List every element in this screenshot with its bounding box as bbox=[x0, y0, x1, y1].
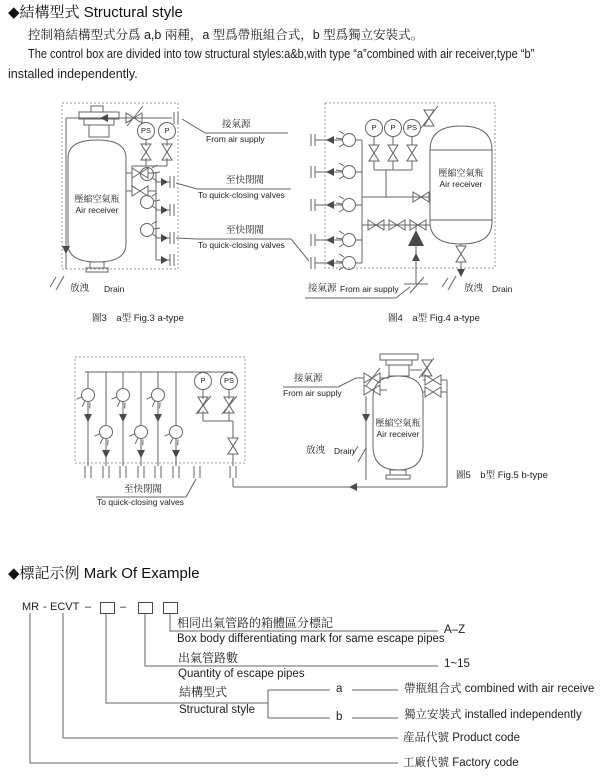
fig5-caption: 圖5 b型 Fig.5 b-type bbox=[456, 470, 548, 481]
fig4-gauge-p2-label: P bbox=[390, 123, 396, 132]
section1-paragraph-en-line1: The control box are divided into tow structural styles:a&b,with type “a”combined with air receiver,type “b” bbox=[28, 47, 535, 61]
fig3-gauge-p-label: P bbox=[164, 126, 170, 135]
fig3-caption: 圖3 a型 Fig.3 a-type bbox=[92, 313, 184, 324]
mark-row3-en: Structural style bbox=[179, 704, 256, 716]
fig3-gauge-ps-label: PS bbox=[140, 126, 152, 135]
mark-title: ◆標記示例 Mark Of Example bbox=[8, 565, 200, 582]
mark-code-dash3: – bbox=[120, 601, 127, 613]
fig4-gauge-p1-label: P bbox=[371, 123, 377, 132]
fig3-drain-label-en: Drain bbox=[104, 284, 125, 294]
mark-row3-option-a-desc: 帶瓶組合式 combined with air receive bbox=[404, 683, 595, 695]
fig5-qcv-label-zh: 至快閉閥 bbox=[124, 484, 163, 495]
fig4-diagram bbox=[305, 103, 495, 298]
mark-row5-factory-code: 工廠代號 Factory code bbox=[403, 757, 519, 769]
mark-row2-en: Quantity of escape pipes bbox=[178, 668, 305, 680]
fig5-tank-label-zh: 壓縮空氣瓶 bbox=[375, 418, 421, 428]
mark-code-mr: MR bbox=[22, 601, 40, 613]
mark-row1-en: Box body differentiating mark for same escape pipes bbox=[177, 633, 445, 645]
mark-row1-zh: 相同出氣管路的箱體區分標記 bbox=[177, 616, 334, 630]
fig3-tank-label-zh: 壓縮空氣瓶 bbox=[74, 194, 120, 204]
fig5-drain-label-zh: 放洩 bbox=[306, 445, 326, 456]
mark-row3-zh: 結構型式 bbox=[179, 685, 228, 699]
fig5-gauge-ps-label: PS bbox=[223, 376, 235, 385]
fig5-drain-label-en: Drain bbox=[334, 446, 355, 456]
mark-code-dash2: – bbox=[85, 601, 92, 613]
fig4-gauge-ps-label: PS bbox=[406, 123, 418, 132]
mark-row1-value: A–Z bbox=[444, 624, 466, 636]
fig5-air-supply-zh: 接氣源 bbox=[294, 373, 323, 384]
qcv1-label-zh: 至快閉閥 bbox=[226, 175, 265, 186]
fig5-qcv-label-en: To quick-closing valves bbox=[97, 497, 184, 507]
fig4-tank-label-zh: 壓縮空氣瓶 bbox=[438, 168, 484, 178]
mark-row4-product-code: 産品代號 Product code bbox=[403, 732, 520, 744]
mark-row3-option-b: b bbox=[336, 711, 343, 723]
fig4-air-supply-en: From air supply bbox=[340, 284, 399, 294]
qcv2-label-en: To quick-closing valves bbox=[198, 240, 285, 250]
mark-row2-zh: 出氣管路數 bbox=[178, 651, 239, 665]
mark-row3-option-a: a bbox=[336, 683, 343, 695]
mark-code-dash1: - bbox=[43, 601, 47, 613]
mark-row3-option-b-desc: 獨立安裝式 installed independently bbox=[404, 709, 582, 721]
air-supply-label-en: From air supply bbox=[206, 134, 265, 144]
mark-code-box-structural bbox=[100, 602, 115, 614]
fig3-drain-label-zh: 放洩 bbox=[70, 283, 90, 294]
fig3-tank-label-en: Air receiver bbox=[75, 205, 119, 215]
fig4-air-supply-zh: 接氣源 bbox=[308, 283, 337, 294]
fig5-tank-label-en: Air receiver bbox=[376, 429, 420, 439]
fig4-caption: 圖4 a型 Fig.4 a-type bbox=[388, 313, 480, 324]
qcv2-label-zh: 至快閉閥 bbox=[226, 225, 265, 236]
fig5-air-supply-en: From air supply bbox=[283, 388, 342, 398]
qcv1-label-en: To quick-closing valves bbox=[198, 190, 285, 200]
section1-title: ◆結構型式 Structural style bbox=[8, 4, 183, 21]
fig4-tank-label-en: Air receiver bbox=[439, 179, 483, 189]
fig3-air-receiver-tank bbox=[68, 106, 126, 272]
mark-row2-value: 1~15 bbox=[444, 658, 470, 670]
section1-paragraph-en-line2: installed independently. bbox=[8, 67, 138, 81]
mark-code-box-quantity bbox=[138, 602, 153, 614]
mark-code-box-mark bbox=[163, 602, 178, 614]
section1-paragraph-zh: 控制箱結構型式分爲 a,b 兩種，a 型爲帶瓶組合式，b 型爲獨立安裝式。 bbox=[28, 28, 424, 42]
air-supply-label-zh: 接氣源 bbox=[222, 119, 251, 130]
fig5-gauge-p-label: P bbox=[200, 376, 206, 385]
fig4-drain-label-zh: 放洩 bbox=[464, 283, 484, 294]
mark-code-ecvt: ECVT bbox=[50, 601, 80, 613]
fig4-drain-label-en: Drain bbox=[492, 284, 513, 294]
